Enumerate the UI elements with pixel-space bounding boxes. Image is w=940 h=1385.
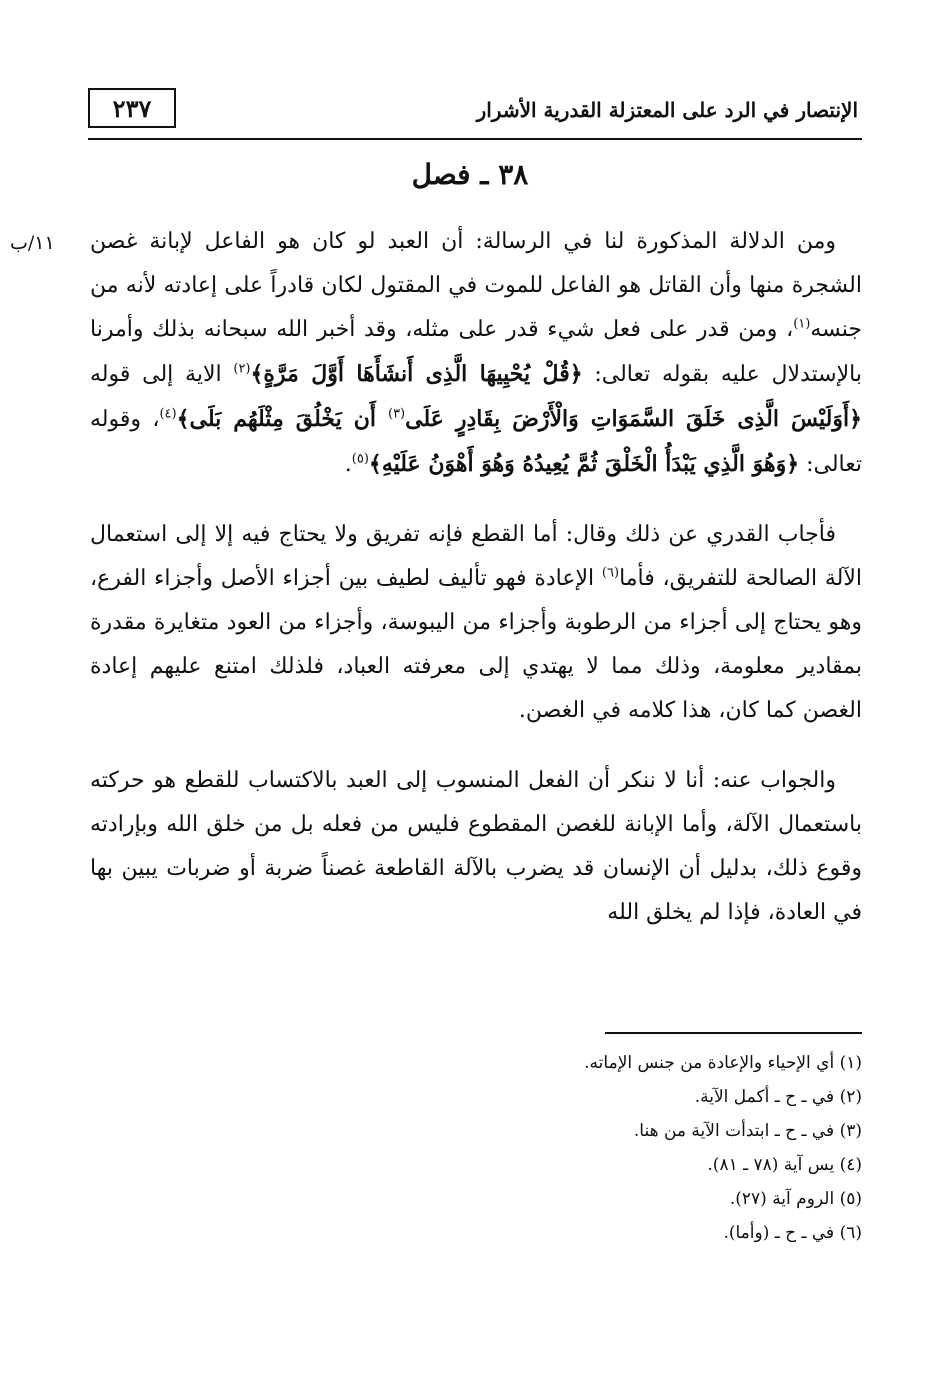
footnote-rule [605,1032,862,1034]
footnote-ref: (٦) [601,565,620,581]
footnote-ref: (٥) [351,451,369,467]
text-run: والجواب عنه: أنا لا ننكر أن الفعل المنسوب إلى العبد بالاكتساب للقطع هو حركته باستعمال الآلة، وأما الإبانة للغصن المقطوع فليس من فعله بل من خلق الله وبإرادته وقوع ذلك، بدليل أن الإنسان قد يضرب بالآلة القاطعة غصناً ضربة أو ضربات يبين بها في العادة، فإذا لم يخلق الله [90,768,862,925]
text-run: ، وقوله تعالى: [90,407,862,477]
footnote-ref: (٢) [233,361,251,377]
section-heading: ٣٨ ـ فصل [411,158,529,191]
footnote-ref: (٤) [159,406,177,422]
footnote: (٥) الروم آية (٢٧). [729,1189,862,1209]
footnote: (٣) في ـ ح ـ ابتدأت الآية من هنا. [633,1121,862,1141]
text-run: الاية إلى قوله [90,362,234,387]
text-run: الإعادة فهو تأليف لطيف بين أجزاء الأصل وأجزاء الفرع، وهو يحتاج إلى أجزاء من الرطوبة وأجزاء من اليبوسة، وأجزاء من العود متغايرة مقدرة بمقادير معلومة، وذلك مما لا يهتدي إلى معرفته العباد، فلذلك امتنع عليهم إعادة الغصن كما كان، هذا كلامه في الغصن. [90,566,862,723]
quran-quote: أَن يَخْلُقَ مِثْلَهُم بَلَى﴾ [176,406,388,432]
quran-quote: ﴿وَهُوَ الَّذِي يَبْدَأُ الْخَلْقَ ثُمَّ يُعِيدُهُ وَهُوَ أَهْوَنُ عَلَيْهِ﴾ [368,451,800,477]
text-run: فأجاب القدري عن ذلك وقال: أما القطع فإنه تفريق ولا يحتاج فيه إلا إلى استعمال الآلة الصالحة للتفريق، فأما [90,522,862,591]
paragraph-2 [90,513,862,733]
footnote: (٤) يس آية (٧٨ ـ ٨١). [707,1155,862,1175]
paragraph-3 [90,759,862,935]
body-text [90,220,862,961]
paragraph-1 [90,220,862,487]
footnotes-list [300,1046,862,1250]
page-header [88,88,858,138]
text-run: ومن الدلالة المذكورة لنا في الرسالة: أن العبد لو كان هو الفاعل لإبانة غصن الشجرة منها وأن القاتل هو الفاعل للموت في المقتول لكان قادراً على إعادته لأنه من جنسه [90,229,862,342]
footnote: (٦) في ـ ح ـ (وأما). [723,1223,862,1243]
text-run: ، ومن قدر على فعل شيء قدر على مثله، وقد أخبر الله سبحانه بذلك وأمرنا بالإستدلال عليه بقوله تعالى: [90,317,862,387]
footnote: (٢) في ـ ح ـ أكمل الآية. [694,1087,862,1107]
text-run: . [344,452,352,477]
quran-quote: ﴿أَوَلَيْسَ الَّذِى خَلَقَ السَّمَوَاتِ وَالْأَرْضَ بِقَادِرٍ عَلَى [405,406,862,432]
margin-note: ١١/ب [10,232,55,254]
footnote-ref: (١) [793,316,811,332]
running-title: الإنتصار في الرد على المعتزلة القدرية الأشرار [476,98,858,122]
quran-quote: ﴿قُلْ يُحْيِيهَا الَّذِى أَنشَأَهَا أَوَّلَ مَرَّةٍ﴾ [250,361,583,387]
page-number: ٢٣٧ [88,88,176,128]
footnote: (١) أي الإحياء والإعادة من جنس الإماته. [584,1053,862,1073]
footnote-ref: (٣) [387,406,406,422]
header-rule [88,138,862,140]
